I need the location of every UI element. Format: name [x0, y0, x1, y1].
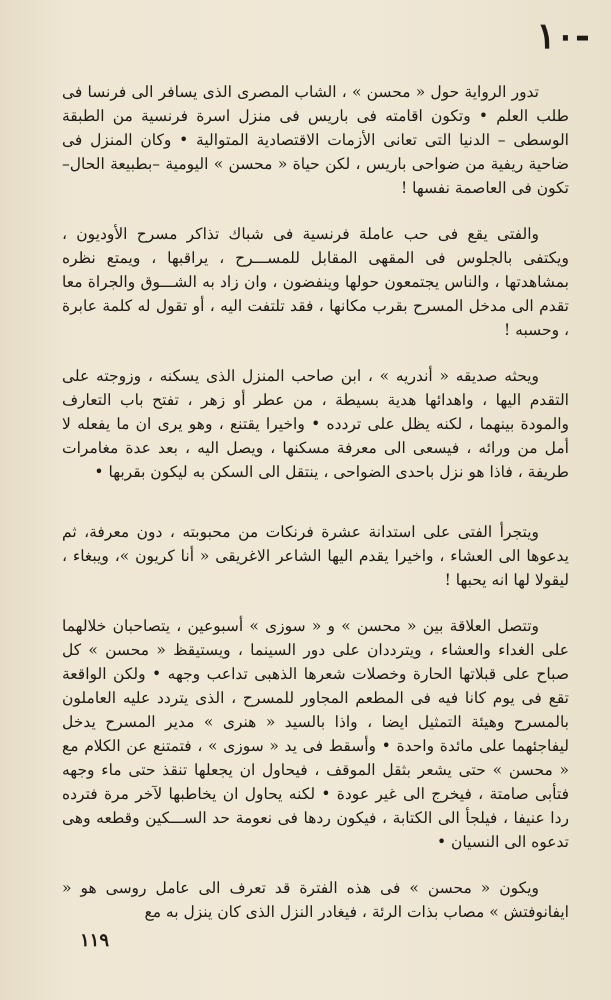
body-text: [62, 80, 569, 946]
paragraph-4: ويتجرأ الفتى على استدانة عشرة فرنكات من محبوبته ، دون معرفة، ثم يدعوها الى العشاء ، واخيرا يقدم اليها الشاعر الاغريقى « أنا كريون »، ويبغاء ، ليقولا لها انه يحبها !: [62, 523, 569, 589]
paragraph-1: تدور الرواية حول « محسن » ، الشاب المصرى الذى يسافر الى فرنسا فى طلب العلم • وتكون اقامته فى باريس فى منزل اسرة فرنسية من الطبقة الوسطى – الدنيا التى تعانى الأزمات الاقتصادية المتوالية • وكان المنزل فى ضاحية ريفية من ضواحى باريس ، لكن حياة « محسن » اليومية –بطبيعة الحال– تكون فى العاصمة نفسها !: [62, 83, 569, 197]
page-number: ١١٩: [80, 930, 110, 951]
paragraph-6: ويكون « محسن » فى هذه الفترة قد تعرف الى عامل روسى هو « ايفانوفتش » مصاب بذات الرئة ، فيغادر النزل الذى كان ينزل به مع: [62, 879, 569, 921]
paragraph-2: والفتى يقع فى حب عاملة فرنسية فى شباك تذاكر مسرح الأوديون ، ويكتفى بالجلوس فى المقهى المقابل للمســـرح ، يراقبها ، ويمتع نظره بمشاهدتها ، والناس يجتمعون حولها وينفضون ، وان زاد به الشـــوق والجراة معا تقدم الى مدخل المسرح بقرب مكانها ، فقد تلتفت اليه ، أو تقول له كلمة عابرة ، وحسبه !: [62, 225, 569, 339]
paragraph-3: ويحثه صديقه « أندريه » ، ابن صاحب المنزل الذى يسكنه ، وزوجته على التقدم اليها ، واهدائها هدية بسيطة ، من عطر أو زهر ، تفتح باب التعارف والمودة بينهما ، لكنه يظل على تردده • واخيرا يقتنع ، وهو يرى ان ما يفعله لا أمل من ورائه ، فيسعى الى معرفة مسكنها ، ويصل اليه ، بعد عدة مغامرات طريفة ، فاذا هو نزل باحدى الضواحى ، ينتقل الى السكن به ليكون بقربها •: [62, 367, 569, 481]
paragraph-5: وتتصل العلاقة بين « محسن » و « سوزى » أسبوعين ، يتصاحبان خلالهما على الغداء والعشاء ، ويترددان على دور السينما ، ويستيقظ « محسن » كل صباح على قبلاتها الحارة وخصلات شعرها الذهبى تداعب وجهه • ولكن الواقعة تقع فى يوم كانا فيه فى المطعم المجاور للمسرح ، الذى يتردد عليه العاملون بالمسرح وهيئة التمثيل ايضا ، واذا بالسيد « هنرى » مدير المسرح يدخل ليفاجئهما على مائدة واحدة • وأسقط فى يد « سوزى » ، فتمتنع عن الكلام مع « محسن » حتى يشعر بثقل الموقف ، فيحاول ان يجعلها تنقذ حتى ماء وجهه فتأبى صامتة ، فيخرج الى غير عودة • لكنه يحاول ان يخاطبها لآخر مرة فترده ردا عنيفا ، فيلجأ الى الكتابة ، فيكون ردها فى نعومة حد الســـكين وقطعه وهى تدعوه الى النسيان •: [62, 617, 570, 851]
chapter-number: -١٠: [536, 15, 590, 57]
